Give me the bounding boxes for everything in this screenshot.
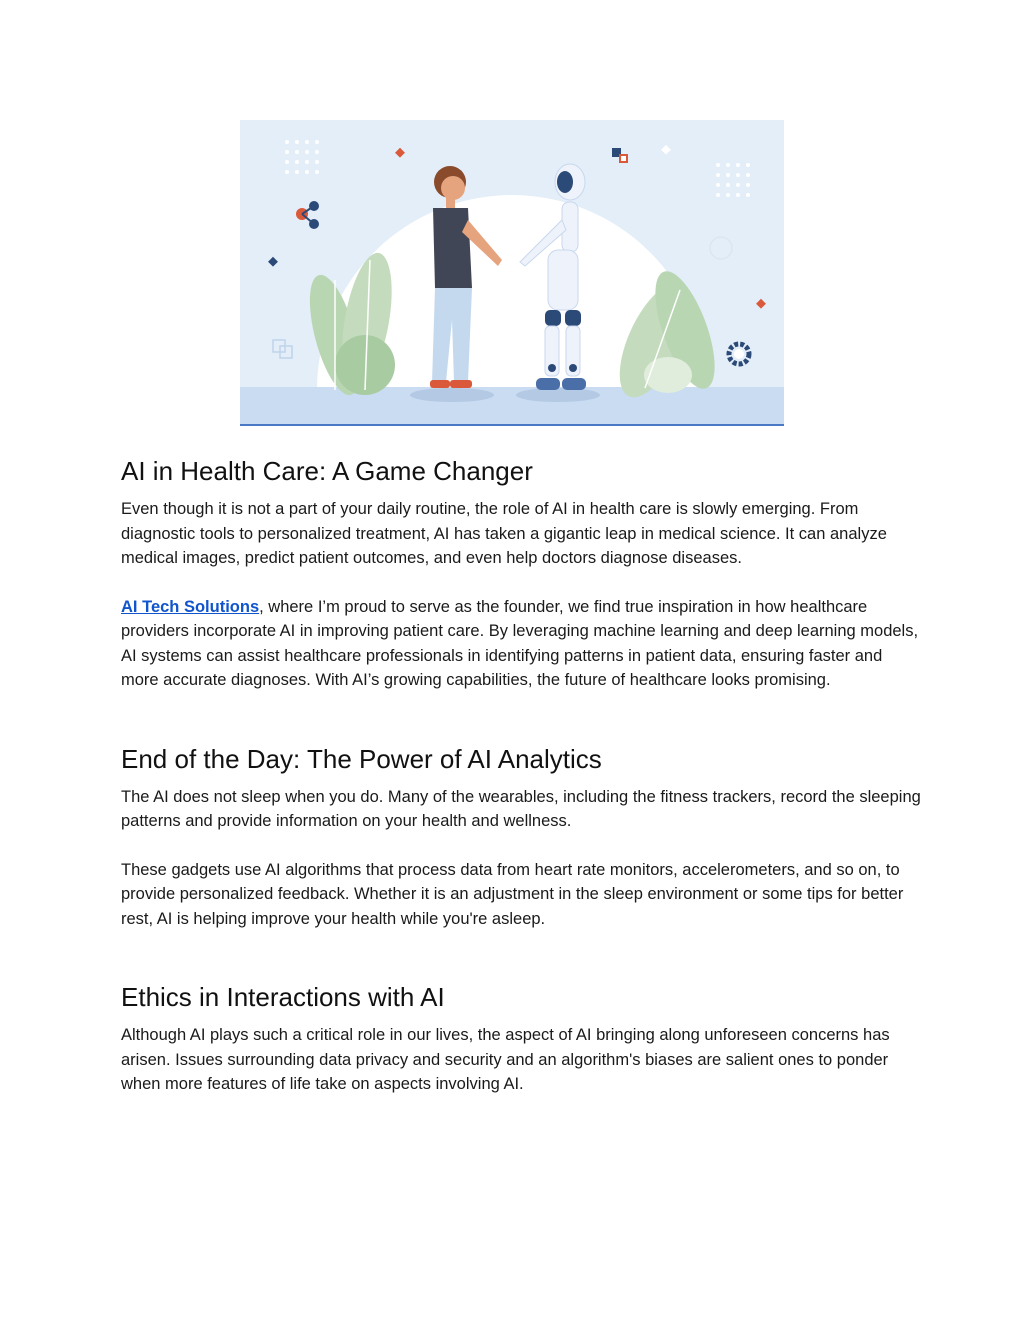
paragraph: These gadgets use AI algorithms that process data from heart rate monitors, accelerometers, and so on, to provide personalized feedback. Whether it is an adjustment in the sleep environment or some tips for better rest, AI is helping improve your health while you're asleep. (121, 860, 904, 928)
paragraph-with-link (121, 595, 921, 693)
article-body (121, 455, 921, 1121)
section-heading: Ethics in Interactions with AI (121, 982, 445, 1012)
paragraph: Although AI plays such a critical role in our lives, the aspect of AI bringing along unforeseen concerns has arisen. Issues surrounding data privacy and security and an algorithm's biases are salient ones to ponder when more features of life take on aspects involving AI. (121, 1026, 890, 1093)
section-heading: End of the Day: The Power of AI Analytics (121, 743, 602, 774)
ai-tech-solutions-link[interactable]: AI Tech Solutions (121, 597, 260, 616)
section-ai-in-health-care (121, 455, 921, 693)
section-ai-analytics (121, 743, 921, 932)
section-heading: AI in Health Care: A Game Changer (121, 456, 533, 486)
paragraph: Even though it is not a part of your daily routine, the role of AI in health care is slowly emerging. From diagnostic tools to personalized treatment, AI has taken a gigantic leap in medical science. It can analyze medical images, predict patient outcomes, and even help doctors diagnose diseases. (121, 500, 887, 567)
paragraph-text: , where I’m proud to serve as the founder, we find true inspiration in how healthcare providers incorporate AI in improving patient care. By leveraging machine learning and deep learning models, AI systems can assist healthcare professionals in identifying patterns in patient data, ensuring faster and more accurate diagnoses. With AI’s growing capabilities, the future of healthcare looks promising. (121, 597, 919, 689)
hero-illustration (240, 120, 784, 426)
paragraph: The AI does not sleep when you do. Many of the wearables, including the fitness trackers, record the sleeping patterns and provide information on your health and wellness. (121, 787, 921, 830)
handshake-illustration-icon (240, 120, 784, 426)
section-ethics (121, 981, 921, 1097)
